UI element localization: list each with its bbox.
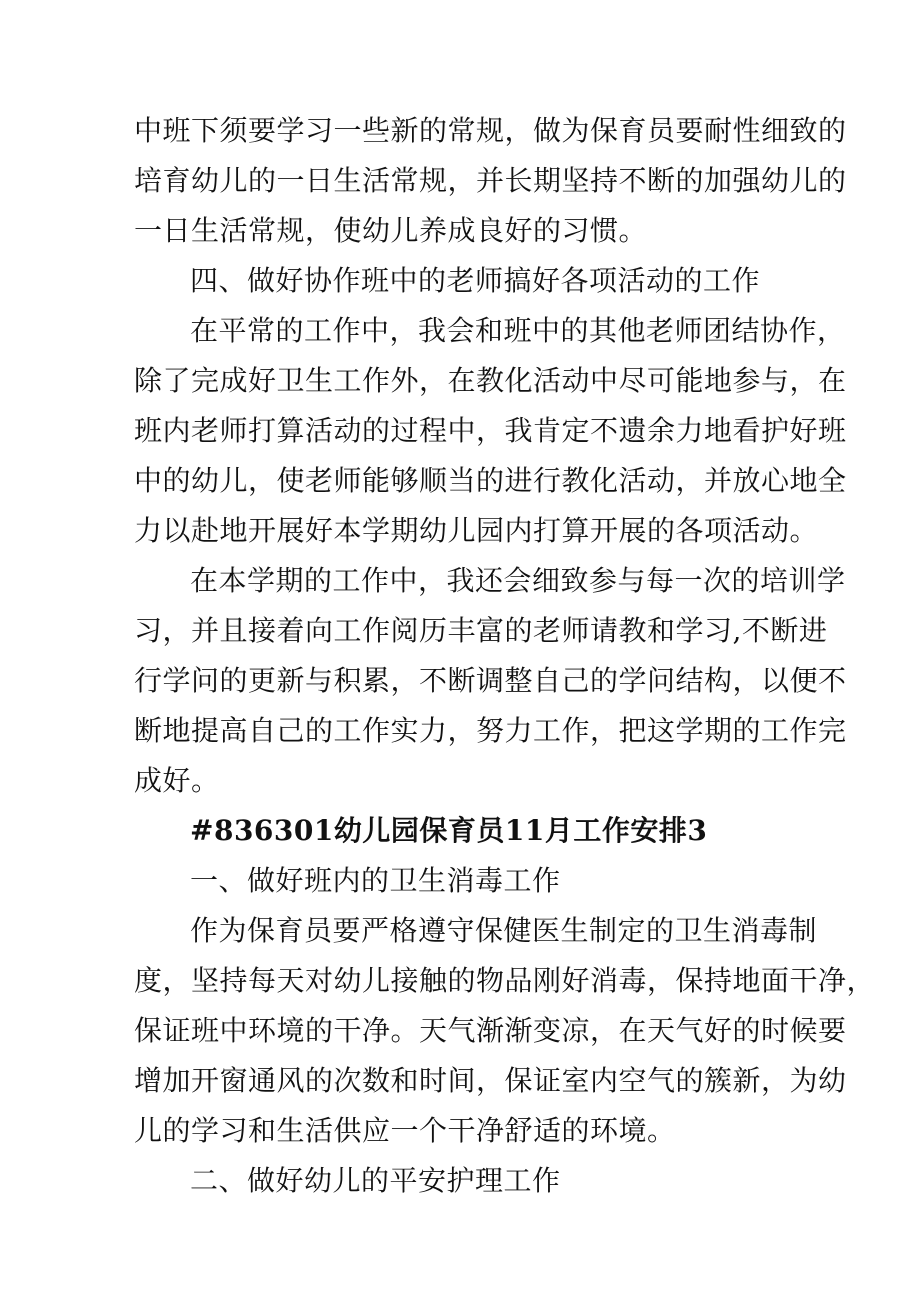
text-line: 增加开窗通风的次数和时间，保证室内空气的簇新，为幼 <box>134 1064 847 1097</box>
text-line: 习，并且接着向工作阅历丰富的老师请教和学习,不断进 <box>134 614 828 647</box>
section-heading: 一、做好班内的卫生消毒工作 <box>190 864 561 897</box>
text-line: 培育幼儿的一日生活常规，并长期坚持不断的加强幼儿的 <box>134 164 847 197</box>
document-title: #836301幼儿园保育员11月工作安排3 <box>190 814 708 847</box>
text-line: 度，坚持每天对幼儿接触的物品刚好消毒，保持地面干净， <box>134 964 876 997</box>
text-line: 一日生活常规，使幼儿养成良好的习惯。 <box>134 214 648 247</box>
text-line: 除了完成好卫生工作外，在教化活动中尽可能地参与，在 <box>134 364 847 397</box>
text-line: 班内老师打算活动的过程中，我肯定不遗余力地看护好班 <box>134 414 847 447</box>
section-heading: 四、做好协作班中的老师搞好各项活动的工作 <box>190 264 761 297</box>
text-line: 保证班中环境的干净。天气渐渐变凉，在天气好的时候要 <box>134 1014 847 1047</box>
text-line: 成好。 <box>134 764 220 797</box>
text-line: 力以赴地开展好本学期幼儿园内打算开展的各项活动。 <box>134 514 819 547</box>
text-line: 中班下须要学习一些新的常规，做为保育员要耐性细致的 <box>134 114 847 147</box>
text-line: 行学问的更新与积累，不断调整自己的学问结构，以便不 <box>134 664 847 697</box>
text-line: 中的幼儿，使老师能够顺当的进行教化活动，并放心地全 <box>134 464 847 497</box>
text-line: 在本学期的工作中，我还会细致参与每一次的培训学 <box>190 564 846 597</box>
text-line: 在平常的工作中，我会和班中的其他老师团结协作， <box>190 314 846 347</box>
text-line: 断地提高自己的工作实力，努力工作，把这学期的工作完 <box>134 714 847 747</box>
text-line: 儿的学习和生活供应一个干净舒适的环境。 <box>134 1114 676 1147</box>
section-heading: 二、做好幼儿的平安护理工作 <box>190 1164 561 1197</box>
text-line: 作为保育员要严格遵守保健医生制定的卫生消毒制 <box>190 914 818 947</box>
